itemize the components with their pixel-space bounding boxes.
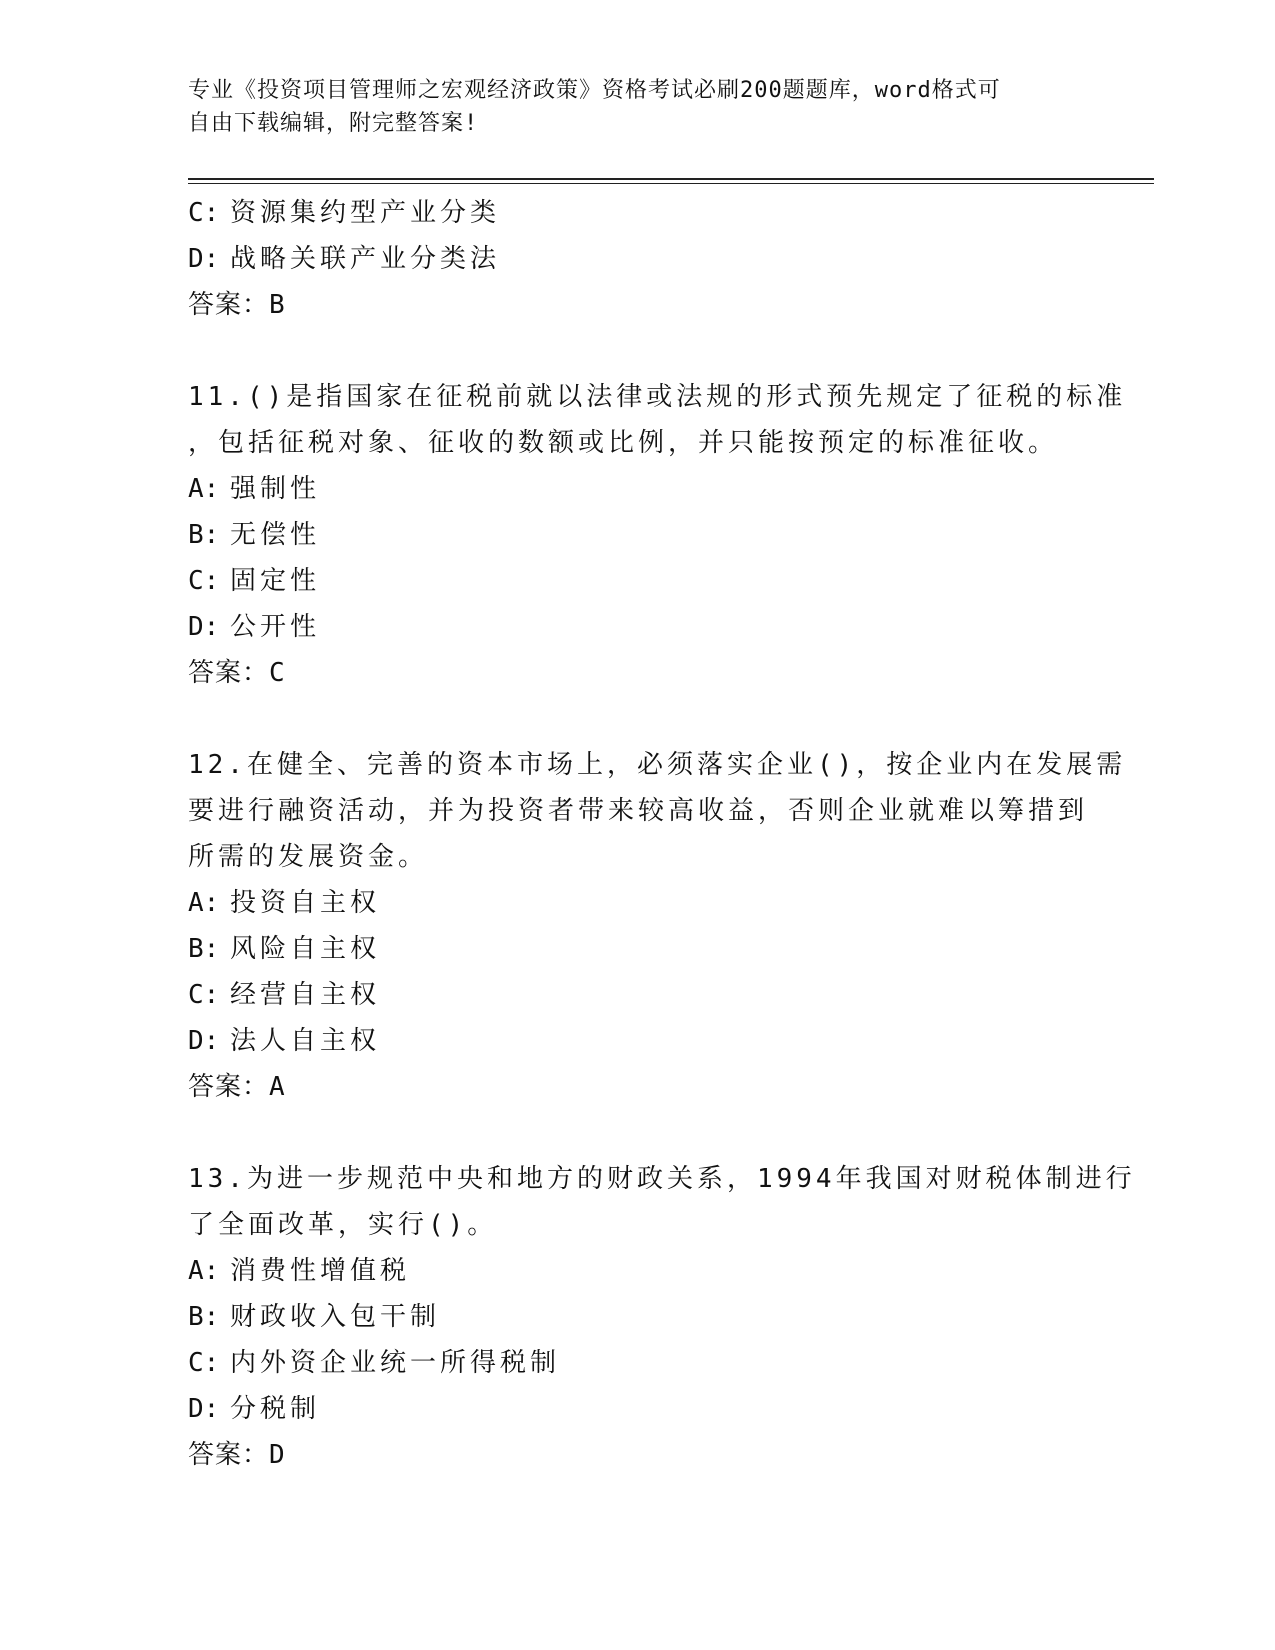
- question-text-line: 了全面改革，实行()。: [188, 1210, 498, 1240]
- spacer: [188, 328, 1088, 374]
- option-text: 投资自主权: [230, 888, 381, 918]
- option-d: [188, 236, 1088, 282]
- option-text: 分税制: [230, 1394, 321, 1424]
- option-b: [188, 512, 1088, 558]
- option-b: [188, 1294, 1088, 1340]
- question-10-continuation: [188, 190, 1088, 328]
- option-key: D:: [188, 1026, 220, 1056]
- option-key: B:: [188, 934, 220, 964]
- option-d: [188, 1386, 1088, 1432]
- option-text: 无偿性: [230, 520, 321, 550]
- option-key: B:: [188, 1302, 220, 1332]
- question-text-line: 11.()是指国家在征税前就以法律或法规的形式预先规定了征税的标准: [188, 382, 1127, 412]
- question-text-line: 12.在健全、完善的资本市场上，必须落实企业()，按企业内在发展需: [188, 750, 1127, 780]
- option-a: [188, 880, 1088, 926]
- option-key: A:: [188, 888, 220, 918]
- question-11: [188, 374, 1127, 696]
- option-c: [188, 972, 1088, 1018]
- option-key: C:: [188, 1348, 220, 1378]
- option-key: B:: [188, 520, 220, 550]
- option-key: C:: [188, 198, 220, 228]
- option-text: 内外资企业统一所得税制: [230, 1348, 561, 1378]
- option-a: [188, 466, 1088, 512]
- option-key: A:: [188, 474, 220, 504]
- option-text: 资源集约型产业分类: [230, 198, 501, 228]
- option-c: [188, 558, 1088, 604]
- document-header: [188, 74, 1068, 140]
- option-text: 风险自主权: [230, 934, 381, 964]
- answer-line: 答案：C: [188, 658, 286, 688]
- question-text-line: 所需的发展资金。: [188, 842, 429, 872]
- option-text: 消费性增值税: [230, 1256, 411, 1286]
- option-text: 经营自主权: [230, 980, 381, 1010]
- option-b: [188, 926, 1088, 972]
- question-text-line: 13.为进一步规范中央和地方的财政关系，1994年我国对财税体制进行: [188, 1164, 1136, 1194]
- option-c: [188, 190, 1088, 236]
- answer-line: 答案：B: [188, 290, 286, 320]
- option-key: D:: [188, 612, 220, 642]
- question-text-line: 要进行融资活动，并为投资者带来较高收益，否则企业就难以筹措到: [188, 796, 1089, 826]
- header-divider: [188, 178, 1154, 184]
- option-a: [188, 1248, 1088, 1294]
- spacer: [188, 696, 1088, 742]
- header-title-line-1: 专业《投资项目管理师之宏观经济政策》资格考试必刷200题题库，word格式可: [188, 78, 1001, 103]
- option-key: D:: [188, 244, 220, 274]
- answer-line: 答案：D: [188, 1440, 286, 1470]
- option-key: C:: [188, 566, 220, 596]
- option-key: C:: [188, 980, 220, 1010]
- option-text: 战略关联产业分类法: [230, 244, 501, 274]
- answer-line: 答案：A: [188, 1072, 286, 1102]
- option-d: [188, 1018, 1088, 1064]
- option-c: [188, 1340, 1088, 1386]
- option-text: 固定性: [230, 566, 321, 596]
- question-list: [188, 190, 1136, 1478]
- question-13: [188, 1156, 1136, 1478]
- option-text: 法人自主权: [230, 1026, 381, 1056]
- question-12: [188, 742, 1127, 1110]
- option-text: 公开性: [230, 612, 321, 642]
- header-title-line-2: 自由下载编辑，附完整答案!: [188, 111, 479, 136]
- spacer: [188, 1110, 1088, 1156]
- option-text: 强制性: [230, 474, 321, 504]
- question-text-line: ，包括征税对象、征收的数额或比例，并只能按预定的标准征收。: [188, 428, 1059, 458]
- option-d: [188, 604, 1088, 650]
- option-text: 财政收入包干制: [230, 1302, 441, 1332]
- option-key: A:: [188, 1256, 220, 1286]
- option-key: D:: [188, 1394, 220, 1424]
